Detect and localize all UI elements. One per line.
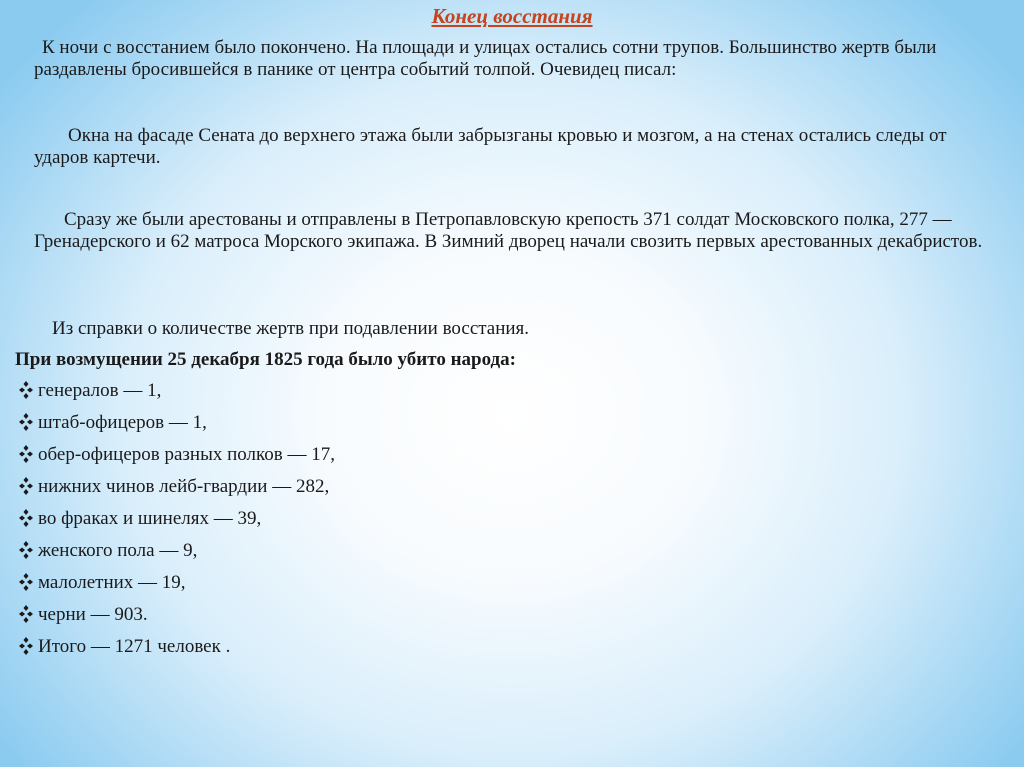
list-item: [18, 602, 335, 634]
diamond-bullet-icon: [18, 444, 34, 464]
list-item-text: черни — 903.: [38, 604, 148, 625]
list-item-text: штаб-офицеров — 1,: [38, 412, 207, 433]
slide-title: Конец восстания: [431, 4, 593, 28]
list-item-text: нижних чинов лейб-гвардии — 282,: [38, 476, 330, 497]
diamond-bullet-icon: [18, 572, 34, 592]
list-item: [18, 378, 335, 410]
list-item: [18, 506, 335, 538]
list-item-text: обер-офицеров разных полков — 17,: [38, 444, 335, 465]
diamond-bullet-icon: [18, 540, 34, 560]
list-item: [18, 410, 335, 442]
diamond-bullet-icon: [18, 636, 34, 656]
list-item-text: во фраках и шинелях — 39,: [38, 508, 262, 529]
diamond-bullet-icon: [18, 380, 34, 400]
intro-paragraph: К ночи с восстанием было покончено. На площади и улицах остались сотни трупов. Большинство жертв были раздавлены бросившейся в панике от центра событий толпой. Очевидец писал:: [34, 37, 937, 80]
diamond-bullet-icon: [18, 508, 34, 528]
list-item-text: генералов — 1,: [38, 380, 162, 401]
witness-quote-paragraph: Окна на фасаде Сената до верхнего этажа были забрызганы кровью и мозгом, а на стенах остались следы от ударов картечи.: [34, 125, 947, 168]
list-item-text: малолетних — 19,: [38, 572, 186, 593]
diamond-bullet-icon: [18, 604, 34, 624]
arrests-paragraph: Сразу же были арестованы и отправлены в Петропавловскую крепость 371 солдат Московского полка, 277 — Гренадерского и 62 матроса Морского экипажа. В Зимний дворец начали свозить первых арестованных декабристов.: [34, 209, 983, 252]
list-item-text: женского пола — 9,: [38, 540, 198, 561]
list-item: [18, 474, 335, 506]
list-item: [18, 538, 335, 570]
diamond-bullet-icon: [18, 412, 34, 432]
list-item: [18, 442, 335, 474]
list-item-text: Итого — 1271 человек .: [38, 636, 231, 657]
list-item: [18, 634, 335, 666]
list-item: [18, 570, 335, 602]
diamond-bullet-icon: [18, 476, 34, 496]
casualties-list: [18, 378, 335, 666]
source-note-paragraph: Из справки о количестве жертв при подавлении восстания.: [52, 318, 530, 339]
casualties-heading: При возмущении 25 декабря 1825 года было убито народа:: [15, 349, 516, 370]
